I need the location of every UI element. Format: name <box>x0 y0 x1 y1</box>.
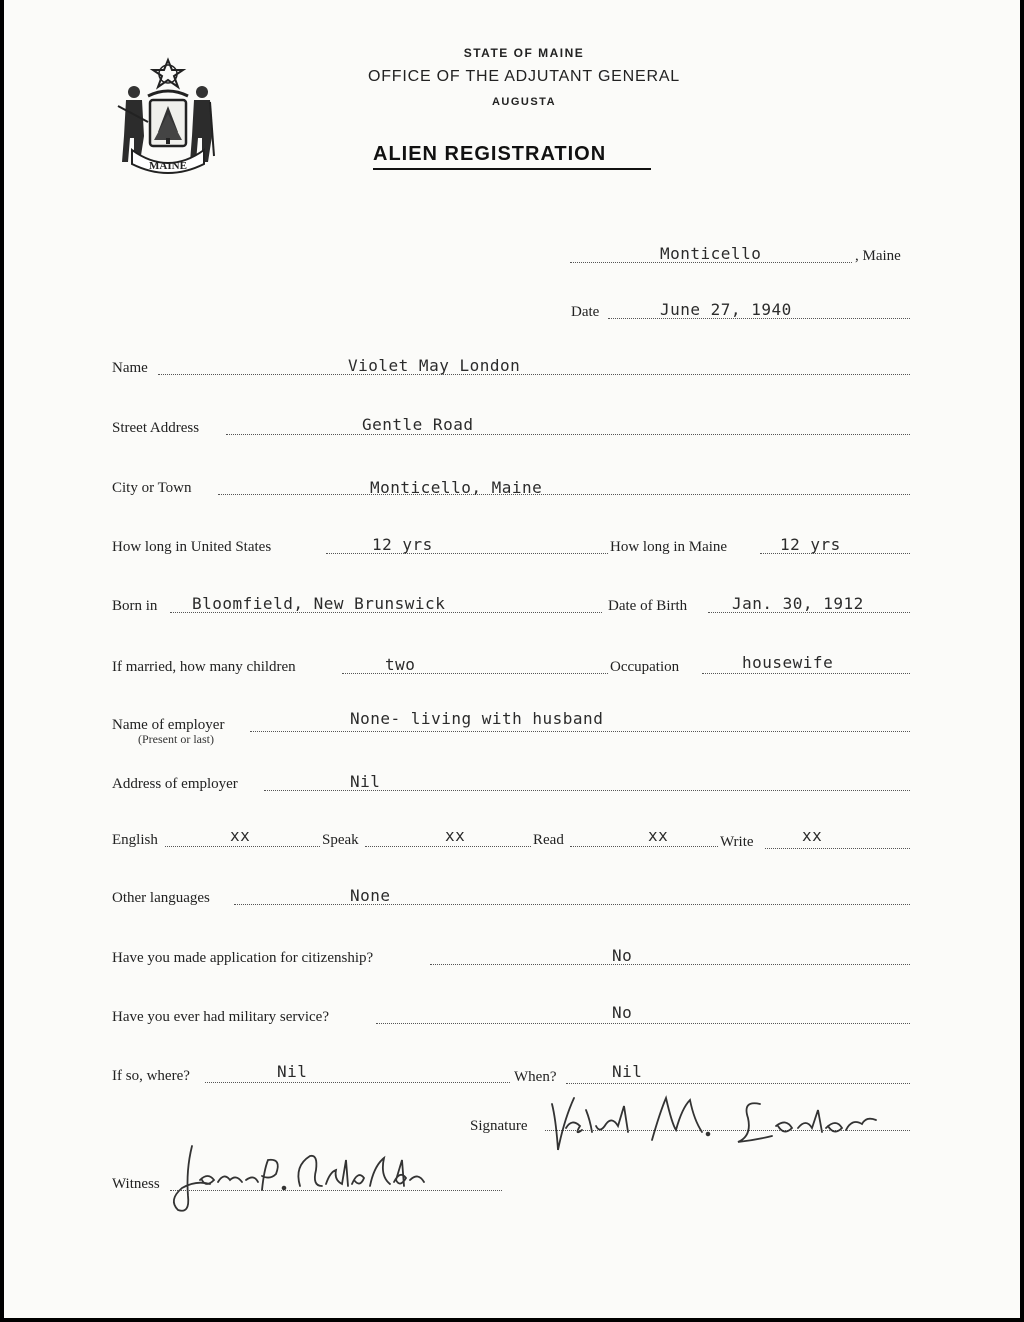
employer-line <box>250 731 910 732</box>
read-label: Read <box>533 832 564 848</box>
where-value: Nil <box>277 1062 308 1081</box>
date-label: Date <box>571 304 600 320</box>
us-years-value: 12 yrs <box>372 535 433 554</box>
date-value: June 27, 1940 <box>660 300 792 319</box>
when-line <box>566 1083 910 1084</box>
name-line <box>158 374 910 375</box>
children-label: If married, how many children <box>112 659 296 675</box>
military-line <box>376 1023 910 1024</box>
employer-label: Name of employer <box>112 717 225 733</box>
english-value: xx <box>230 826 251 845</box>
citizenship-label: Have you made application for citizenship? <box>112 950 374 966</box>
witness-line <box>170 1190 502 1191</box>
dob-value: Jan. 30, 1912 <box>732 594 864 613</box>
children-line <box>342 673 608 674</box>
place-value: Monticello <box>660 244 762 263</box>
where-label: If so, where? <box>112 1068 190 1084</box>
write-line <box>765 848 910 849</box>
other-languages-line <box>234 904 910 905</box>
form-title: ALIEN REGISTRATION <box>373 143 651 170</box>
read-value: xx <box>648 826 669 845</box>
maine-years-value: 12 yrs <box>780 535 841 554</box>
signature-label: Signature <box>470 1118 528 1134</box>
when-label: When? <box>514 1069 557 1085</box>
employer-address-value: Nil <box>350 772 381 791</box>
city-value: Monticello, Maine <box>370 478 543 497</box>
citizenship-value: No <box>612 946 633 965</box>
employer-address-label: Address of employer <box>112 776 238 792</box>
occupation-label: Occupation <box>610 659 680 675</box>
other-languages-value: None <box>350 886 391 905</box>
speak-value: xx <box>445 826 466 845</box>
street-value: Gentle Road <box>362 415 474 434</box>
citizenship-line <box>430 964 910 965</box>
witness-label: Witness <box>112 1176 160 1192</box>
name-value: Violet May London <box>348 356 521 375</box>
us-years-line <box>326 553 608 554</box>
city-heading: AUGUSTA <box>491 96 557 108</box>
english-label: English <box>112 832 158 848</box>
write-label: Write <box>720 834 754 850</box>
occupation-value: housewife <box>742 653 834 672</box>
other-languages-label: Other languages <box>112 890 210 906</box>
state-heading: STATE OF MAINE <box>463 46 585 60</box>
street-label: Street Address <box>112 420 200 436</box>
employer-value: None- living with husband <box>350 709 604 728</box>
write-value: xx <box>802 826 823 845</box>
english-line <box>165 846 320 847</box>
read-line <box>570 846 718 847</box>
born-value: Bloomfield, New Brunswick <box>192 594 446 613</box>
name-label: Name <box>112 360 148 376</box>
occupation-line <box>702 673 910 674</box>
dob-label: Date of Birth <box>608 598 688 614</box>
born-label: Born in <box>112 598 158 614</box>
street-line <box>226 434 910 435</box>
speak-label: Speak <box>322 832 359 848</box>
city-line <box>218 494 910 495</box>
speak-line <box>365 846 531 847</box>
children-value: two <box>385 655 416 674</box>
when-value: Nil <box>612 1062 643 1081</box>
city-label: City or Town <box>112 480 192 496</box>
office-heading: OFFICE OF THE ADJUTANT GENERAL <box>367 68 681 85</box>
svg-text:MAINE: MAINE <box>149 160 187 172</box>
employer-sublabel: (Present or last) <box>138 732 214 746</box>
military-label: Have you ever had military service? <box>112 1009 329 1025</box>
signature-line <box>545 1130 910 1131</box>
maine-years-label: How long in Maine <box>610 539 728 555</box>
us-years-label: How long in United States <box>112 539 272 555</box>
where-line <box>205 1082 510 1083</box>
place-suffix: , Maine <box>855 248 901 264</box>
military-value: No <box>612 1003 633 1022</box>
